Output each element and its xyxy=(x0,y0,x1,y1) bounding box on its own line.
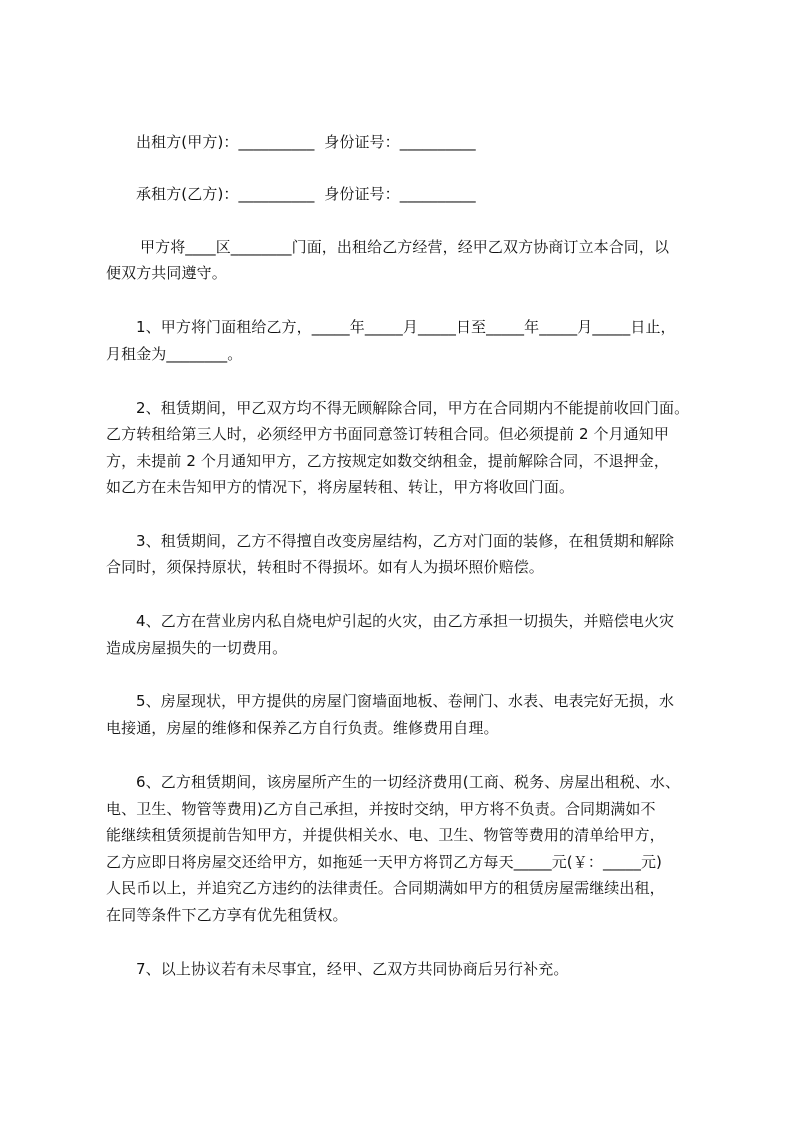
intro-line-1: 甲方将____区________门面，出租给乙方经营，经甲乙双方协商订立本合同，以 xyxy=(140,238,670,256)
clause5-line-1: 5、房屋现状，甲方提供的房屋门窗墙面地板、卷闸门、水表、电表完好无损，水 xyxy=(136,692,675,710)
party-b-line: 承租方(乙方)：__________ 身份证号：__________ xyxy=(136,185,476,203)
clause6-line-6: 在同等条件下乙方享有优先租赁权。 xyxy=(106,906,348,924)
party-a-line: 出租方(甲方)：__________ 身份证号：__________ xyxy=(136,133,476,151)
clause3-line-2: 合同时，须保持原状，转租时不得损坏。如有人为损坏照价赔偿。 xyxy=(106,558,544,576)
clause6-line-1: 6、乙方租赁期间，该房屋所产生的一切经济费用(工商、税务、房屋出租税、水、 xyxy=(136,773,681,791)
clause3-line-1: 3、租赁期间，乙方不得擅自改变房屋结构，乙方对门面的装修，在租赁期和解除 xyxy=(136,532,675,550)
clause4-line-2: 造成房屋损失的一切费用。 xyxy=(106,639,288,657)
clause2-line-3: 方，未提前 2 个月通知甲方，乙方按规定如数交纳租金，提前解除合同，不退押金， xyxy=(106,452,669,470)
clause2-line-2: 乙方转租给第三人时，必须经甲方书面同意签订转租合同。但必须提前 2 个月通知甲 xyxy=(106,425,669,443)
clause6-line-3: 能继续租赁须提前告知甲方，并提供相关水、电、卫生、物管等费用的清单给甲方， xyxy=(106,826,665,844)
clause2-line-4: 如乙方在未告知甲方的情况下，将房屋转租、转让，甲方将收回门面。 xyxy=(106,478,575,496)
clause1-line-1: 1、甲方将门面租给乙方，_____年_____月_____日至_____年_____月_____日止， xyxy=(136,318,676,336)
intro-line-2: 便双方共同遵守。 xyxy=(106,264,227,282)
clause2-line-1: 2、租赁期间，甲乙双方均不得无顾解除合同，甲方在合同期内不能提前收回门面。 xyxy=(136,399,690,417)
clause7-line-1: 7、以上协议若有未尽事宜，经甲、乙双方共同协商后另行补充。 xyxy=(136,960,569,978)
clause1-line-2: 月租金为________。 xyxy=(106,345,243,363)
clause6-line-4: 乙方应即日将房屋交还给甲方，如拖延一天甲方将罚乙方每天_____元(￥：_____元) xyxy=(106,853,663,871)
clause6-line-5: 人民币以上，并追究乙方违约的法律责任。合同期满如甲方的租赁房屋需继续出租， xyxy=(106,879,665,897)
clause6-line-2: 电、卫生、物管等费用)乙方自己承担，并按时交纳，甲方将不负责。合同期满如不 xyxy=(106,800,656,818)
clause4-line-1: 4、乙方在营业房内私自烧电炉引起的火灾，由乙方承担一切损失，并赔偿电火灾 xyxy=(136,612,675,630)
clause5-line-2: 电接通，房屋的维修和保养乙方自行负责。维修费用自理。 xyxy=(106,719,499,737)
